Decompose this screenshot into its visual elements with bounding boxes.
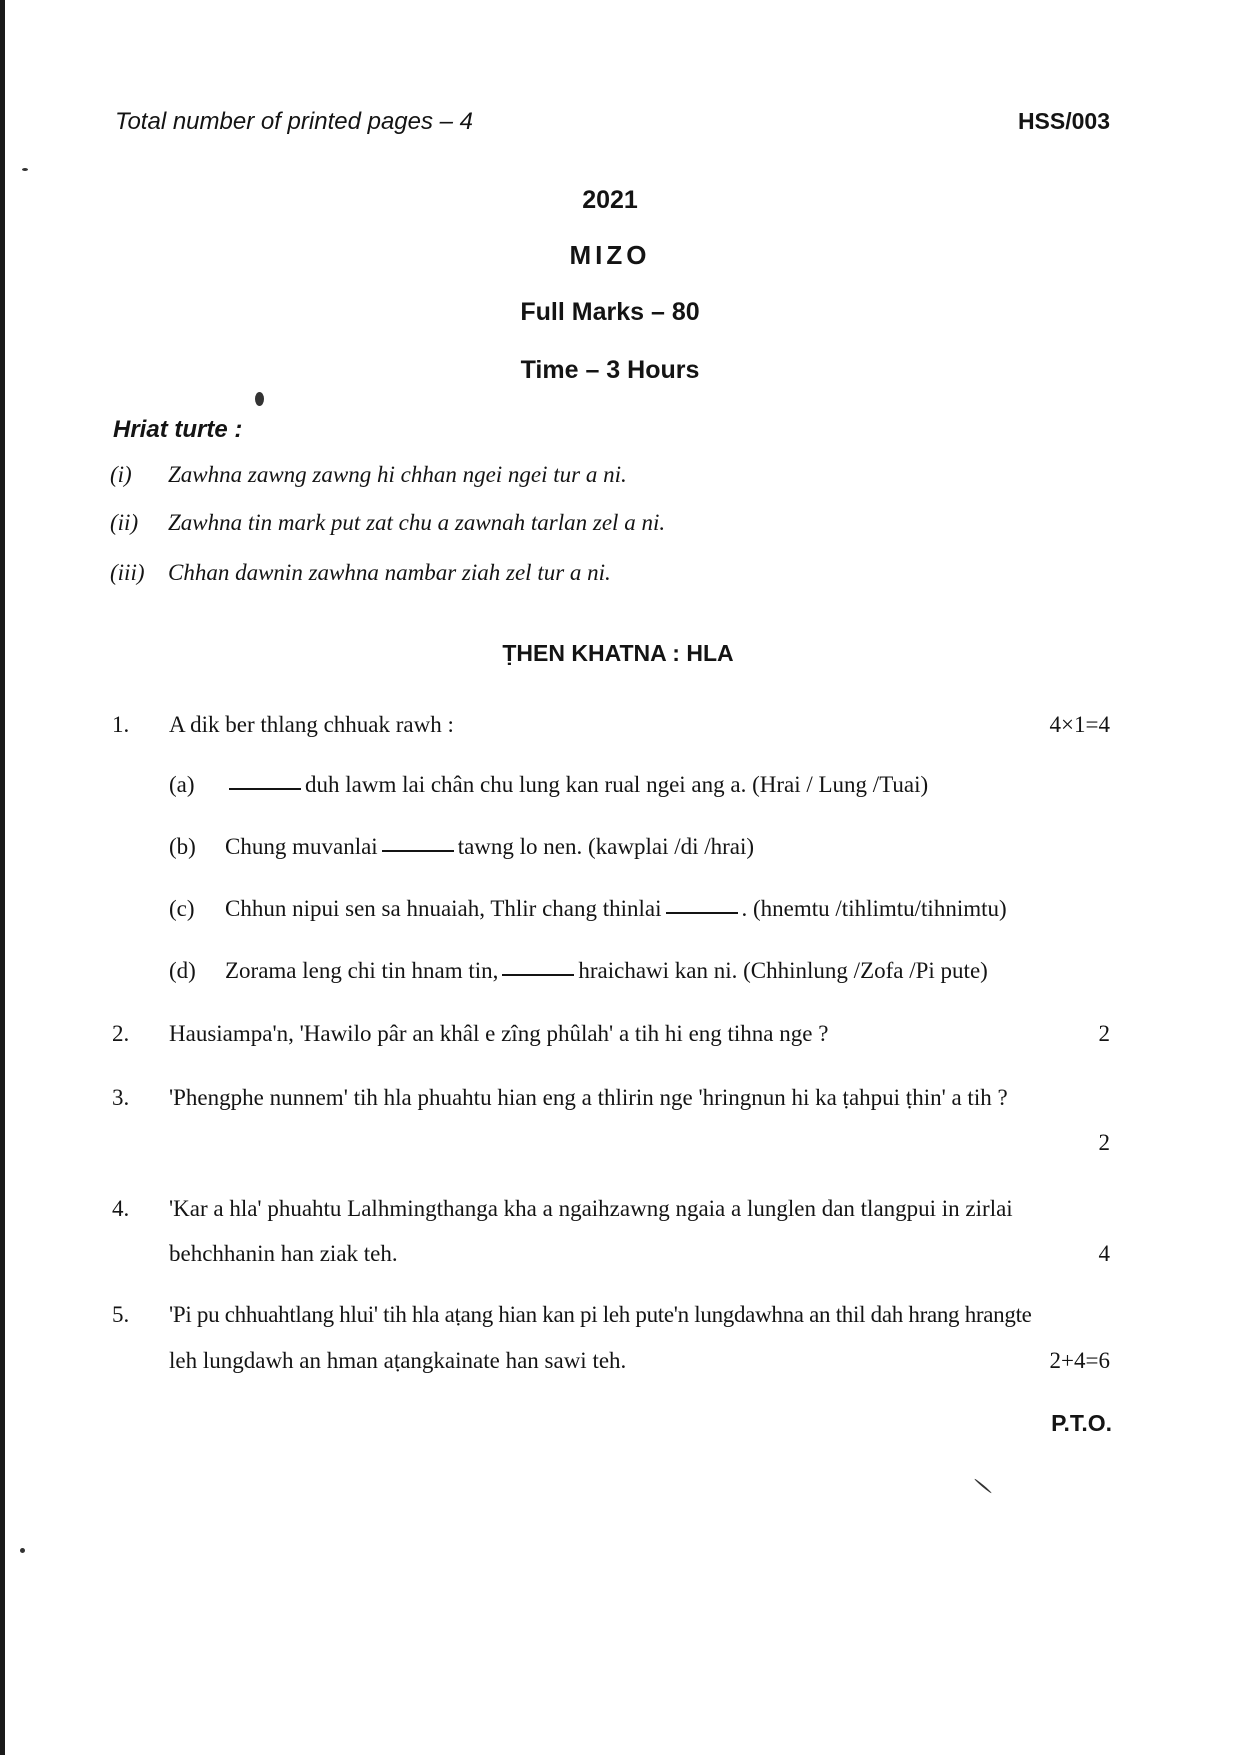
question-marks: 4 [1098, 1241, 1110, 1266]
instruction-text: Zawhna tin mark put zat chu a zawnah tarlan zel a ni. [168, 510, 666, 535]
instruction-number: (iii) [110, 560, 145, 585]
question-marks: 2+4=6 [1049, 1348, 1110, 1373]
question-text-line2: behchhanin han ziak teh. [169, 1241, 398, 1266]
question-number: 2. [112, 1021, 130, 1046]
paper-code: HSS/003 [1017, 108, 1110, 134]
part-text-before: Zorama leng chi tin hnam tin, [225, 958, 499, 983]
blank-line [666, 912, 738, 914]
part-text-after: tawng lo nen. (kawplai /di /hrai) [457, 834, 755, 859]
question-marks: 2 [1098, 1130, 1110, 1155]
section-heading: ṬHEN KHATNA : HLA [502, 640, 734, 666]
instructions-title: Hriat turte : [113, 416, 243, 443]
exam-subject: MIZO [569, 240, 651, 270]
scan-speck [22, 168, 28, 171]
question-text: 'Phengphe nunnem' tih hla phuahtu hian eng a thlirin nge 'hringnun hi ka ṭahpui ṭhin' a tih ? [169, 1085, 1008, 1110]
scan-speck [974, 1478, 992, 1494]
part-text [225, 896, 1007, 922]
part-text-before: Chung muvanlai [225, 834, 378, 859]
part-label: (c) [169, 896, 195, 921]
scan-speck [20, 1548, 25, 1553]
full-marks: Full Marks – 80 [520, 298, 700, 326]
instruction-item [110, 560, 1010, 590]
blank-line [382, 850, 454, 852]
instruction-item [110, 462, 1010, 492]
question-4 [112, 1196, 1122, 1276]
part-text [225, 772, 928, 798]
instruction-text: Chhan dawnin zawhna nambar ziah zel tur a ni. [168, 560, 611, 585]
scan-speck [255, 392, 264, 406]
blank-line [229, 788, 301, 790]
question-1a [112, 772, 1112, 802]
question-marks: 4×1=4 [1049, 712, 1110, 737]
instruction-text: Zawhna zawng zawng hi chhan ngei ngei tur a ni. [168, 462, 627, 487]
please-turn-over: P.T.O. [1051, 1410, 1112, 1436]
instruction-number: (ii) [110, 510, 139, 535]
blank-line [502, 974, 574, 976]
part-label: (a) [169, 772, 195, 797]
question-1c [112, 896, 1122, 926]
part-label: (b) [169, 834, 196, 859]
part-text-after: hraichawi kan ni. (Chhinlung /Zofa /Pi pute) [578, 958, 988, 983]
instruction-item [110, 510, 1010, 540]
question-text: Hausiampa'n, 'Hawilo pâr an khâl e zîng phûlah' a tih hi eng tihna nge ? [169, 1021, 829, 1046]
question-number: 5. [112, 1302, 130, 1327]
question-1d [112, 958, 1122, 988]
exam-time: Time – 3 Hours [520, 356, 700, 384]
question-number: 3. [112, 1085, 130, 1110]
question-1b [112, 834, 1112, 864]
part-text-after: duh lawm lai chân chu lung kan rual ngei ang a. (Hrai / Lung /Tuai) [305, 772, 929, 797]
printed-pages-note: Total number of printed pages – 4 [115, 108, 474, 135]
question-number: 1. [112, 712, 130, 737]
question-5 [112, 1302, 1122, 1382]
question-3 [112, 1085, 1122, 1115]
part-text [225, 834, 754, 860]
question-text-line2: leh lungdawh an hman aṭangkainate han sawi teh. [169, 1348, 627, 1373]
part-text-after: . (hnemtu /tihlimtu/tihnimtu) [741, 896, 1007, 921]
exam-year: 2021 [582, 186, 638, 214]
question-1 [112, 712, 1112, 742]
part-text-before: Chhun nipui sen sa hnuaiah, Thlir chang thinlai [225, 896, 662, 921]
instruction-number: (i) [110, 462, 132, 487]
question-number: 4. [112, 1196, 130, 1221]
question-text-line1: 'Kar a hla' phuahtu Lalhmingthanga kha a ngaihzawng ngaia a lunglen dan tlangpui in zirlai [169, 1196, 1013, 1221]
part-text [225, 958, 988, 984]
question-2 [112, 1021, 1112, 1051]
question-text: A dik ber thlang chhuak rawh : [169, 712, 454, 737]
question-text-line1: 'Pi pu chhuahtlang hlui' tih hla aṭang hian kan pi leh pute'n lungdawhna an thil dah hrang hrangte [169, 1302, 1032, 1327]
part-label: (d) [169, 958, 196, 983]
question-marks: 2 [1098, 1021, 1110, 1046]
